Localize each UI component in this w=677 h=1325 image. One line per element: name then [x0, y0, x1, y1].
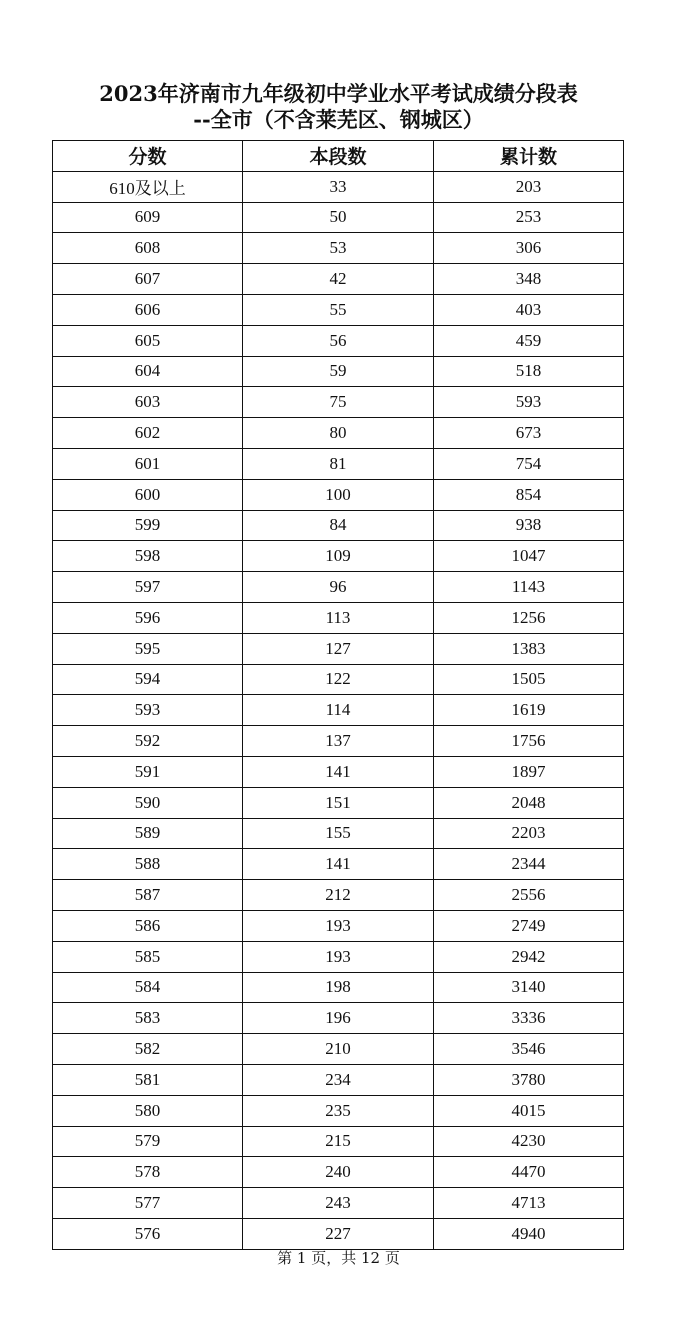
segment-count-cell: 84 — [243, 510, 434, 541]
score-cell: 599 — [53, 510, 243, 541]
table-row — [53, 510, 624, 541]
table-row — [53, 1003, 624, 1034]
table-row — [53, 1034, 624, 1065]
segment-count-cell: 210 — [243, 1034, 434, 1065]
score-cell: 608 — [53, 233, 243, 264]
segment-count-cell: 75 — [243, 387, 434, 418]
table-row — [53, 1126, 624, 1157]
segment-count-cell: 227 — [243, 1218, 434, 1249]
segment-count-cell: 100 — [243, 479, 434, 510]
cumulative-count-cell: 518 — [434, 356, 624, 387]
table-row — [53, 972, 624, 1003]
cumulative-count-cell: 4015 — [434, 1095, 624, 1126]
cumulative-count-cell: 2556 — [434, 880, 624, 911]
score-cell: 597 — [53, 572, 243, 603]
score-cell: 583 — [53, 1003, 243, 1034]
cumulative-count-cell: 2048 — [434, 787, 624, 818]
score-cell: 585 — [53, 941, 243, 972]
score-cell: 603 — [53, 387, 243, 418]
score-cell: 591 — [53, 756, 243, 787]
score-cell: 601 — [53, 448, 243, 479]
table-row — [53, 572, 624, 603]
segment-count-cell: 193 — [243, 941, 434, 972]
table-row — [53, 1064, 624, 1095]
table-row — [53, 880, 624, 911]
score-cell: 602 — [53, 418, 243, 449]
table-row — [53, 756, 624, 787]
score-cell: 581 — [53, 1064, 243, 1095]
table-row — [53, 787, 624, 818]
segment-count-cell: 137 — [243, 726, 434, 757]
cumulative-count-cell: 403 — [434, 294, 624, 325]
cumulative-count-cell: 2344 — [434, 849, 624, 880]
table-row — [53, 418, 624, 449]
score-cell: 576 — [53, 1218, 243, 1249]
score-cell: 586 — [53, 910, 243, 941]
cumulative-count-cell: 4713 — [434, 1188, 624, 1219]
cumulative-count-cell: 754 — [434, 448, 624, 479]
segment-count-cell: 59 — [243, 356, 434, 387]
score-cell: 594 — [53, 664, 243, 695]
cumulative-count-cell: 1619 — [434, 695, 624, 726]
cumulative-count-cell: 1756 — [434, 726, 624, 757]
cumulative-count-cell: 3140 — [434, 972, 624, 1003]
score-cell: 589 — [53, 818, 243, 849]
segment-count-cell: 56 — [243, 325, 434, 356]
table-row — [53, 541, 624, 572]
table-row — [53, 264, 624, 295]
segment-count-cell: 53 — [243, 233, 434, 264]
table-row — [53, 233, 624, 264]
segment-count-cell: 55 — [243, 294, 434, 325]
segment-count-cell: 151 — [243, 787, 434, 818]
cumulative-count-cell: 673 — [434, 418, 624, 449]
table-row — [53, 726, 624, 757]
cumulative-count-cell: 2942 — [434, 941, 624, 972]
segment-count-cell: 96 — [243, 572, 434, 603]
cumulative-count-cell: 253 — [434, 202, 624, 233]
table-row — [53, 695, 624, 726]
score-cell: 587 — [53, 880, 243, 911]
segment-count-cell: 113 — [243, 602, 434, 633]
cumulative-count-cell: 1256 — [434, 602, 624, 633]
score-cell: 592 — [53, 726, 243, 757]
cumulative-count-cell: 2749 — [434, 910, 624, 941]
score-cell: 598 — [53, 541, 243, 572]
cumulative-count-cell: 1505 — [434, 664, 624, 695]
score-cell: 582 — [53, 1034, 243, 1065]
score-cell: 606 — [53, 294, 243, 325]
table-body — [53, 171, 624, 1249]
table-row — [53, 633, 624, 664]
segment-count-cell: 198 — [243, 972, 434, 1003]
segment-count-cell: 212 — [243, 880, 434, 911]
column-header-score: 分数 — [53, 141, 243, 172]
table-row — [53, 1157, 624, 1188]
segment-count-cell: 243 — [243, 1188, 434, 1219]
cumulative-count-cell: 938 — [434, 510, 624, 541]
score-cell: 579 — [53, 1126, 243, 1157]
table-row — [53, 941, 624, 972]
score-cell: 590 — [53, 787, 243, 818]
cumulative-count-cell: 4230 — [434, 1126, 624, 1157]
cumulative-count-cell: 306 — [434, 233, 624, 264]
table-row — [53, 325, 624, 356]
table-row — [53, 602, 624, 633]
column-header-segment-count: 本段数 — [243, 141, 434, 172]
segment-count-cell: 240 — [243, 1157, 434, 1188]
segment-count-cell: 33 — [243, 171, 434, 202]
table-row — [53, 202, 624, 233]
cumulative-count-cell: 4470 — [434, 1157, 624, 1188]
page-footer: 第 1 页，共 12 页 — [277, 1249, 400, 1267]
table-row — [53, 1095, 624, 1126]
score-cell: 609 — [53, 202, 243, 233]
cumulative-count-cell: 1383 — [434, 633, 624, 664]
segment-count-cell: 215 — [243, 1126, 434, 1157]
score-cell: 578 — [53, 1157, 243, 1188]
segment-count-cell: 109 — [243, 541, 434, 572]
table-row — [53, 171, 624, 202]
segment-count-cell: 81 — [243, 448, 434, 479]
cumulative-count-cell: 593 — [434, 387, 624, 418]
cumulative-count-cell: 348 — [434, 264, 624, 295]
cumulative-count-cell: 203 — [434, 171, 624, 202]
cumulative-count-cell: 1143 — [434, 572, 624, 603]
score-cell: 604 — [53, 356, 243, 387]
score-cell: 593 — [53, 695, 243, 726]
score-cell: 584 — [53, 972, 243, 1003]
segment-count-cell: 80 — [243, 418, 434, 449]
score-cell: 577 — [53, 1188, 243, 1219]
table-row — [53, 664, 624, 695]
score-cell: 607 — [53, 264, 243, 295]
column-header-cumulative-count: 累计数 — [434, 141, 624, 172]
score-cell: 596 — [53, 602, 243, 633]
table-row — [53, 1188, 624, 1219]
table-row — [53, 479, 624, 510]
table-row — [53, 387, 624, 418]
score-cell: 595 — [53, 633, 243, 664]
table-row — [53, 818, 624, 849]
table-row — [53, 1218, 624, 1249]
cumulative-count-cell: 1897 — [434, 756, 624, 787]
score-cell: 588 — [53, 849, 243, 880]
segment-count-cell: 141 — [243, 849, 434, 880]
segment-count-cell: 196 — [243, 1003, 434, 1034]
table-row — [53, 356, 624, 387]
cumulative-count-cell: 1047 — [434, 541, 624, 572]
cumulative-count-cell: 459 — [434, 325, 624, 356]
page-title: 2023年济南市九年级初中学业水平考试成绩分段表 — [99, 81, 578, 106]
table-row — [53, 448, 624, 479]
page-subtitle: --全市（不含莱芜区、钢城区） — [193, 107, 484, 132]
cumulative-count-cell: 2203 — [434, 818, 624, 849]
score-cell: 580 — [53, 1095, 243, 1126]
segment-count-cell: 122 — [243, 664, 434, 695]
segment-count-cell: 155 — [243, 818, 434, 849]
table-header-row — [53, 141, 624, 172]
score-cell: 605 — [53, 325, 243, 356]
segment-count-cell: 42 — [243, 264, 434, 295]
segment-count-cell: 127 — [243, 633, 434, 664]
segment-count-cell: 50 — [243, 202, 434, 233]
cumulative-count-cell: 854 — [434, 479, 624, 510]
segment-count-cell: 234 — [243, 1064, 434, 1095]
segment-count-cell: 114 — [243, 695, 434, 726]
cumulative-count-cell: 3780 — [434, 1064, 624, 1095]
table-row — [53, 910, 624, 941]
cumulative-count-cell: 3546 — [434, 1034, 624, 1065]
score-cell: 600 — [53, 479, 243, 510]
segment-count-cell: 235 — [243, 1095, 434, 1126]
score-cell: 610及以上 — [53, 171, 243, 202]
cumulative-count-cell: 4940 — [434, 1218, 624, 1249]
table-row — [53, 849, 624, 880]
segment-count-cell: 141 — [243, 756, 434, 787]
cumulative-count-cell: 3336 — [434, 1003, 624, 1034]
score-distribution-table — [52, 140, 624, 1250]
table-row — [53, 294, 624, 325]
segment-count-cell: 193 — [243, 910, 434, 941]
